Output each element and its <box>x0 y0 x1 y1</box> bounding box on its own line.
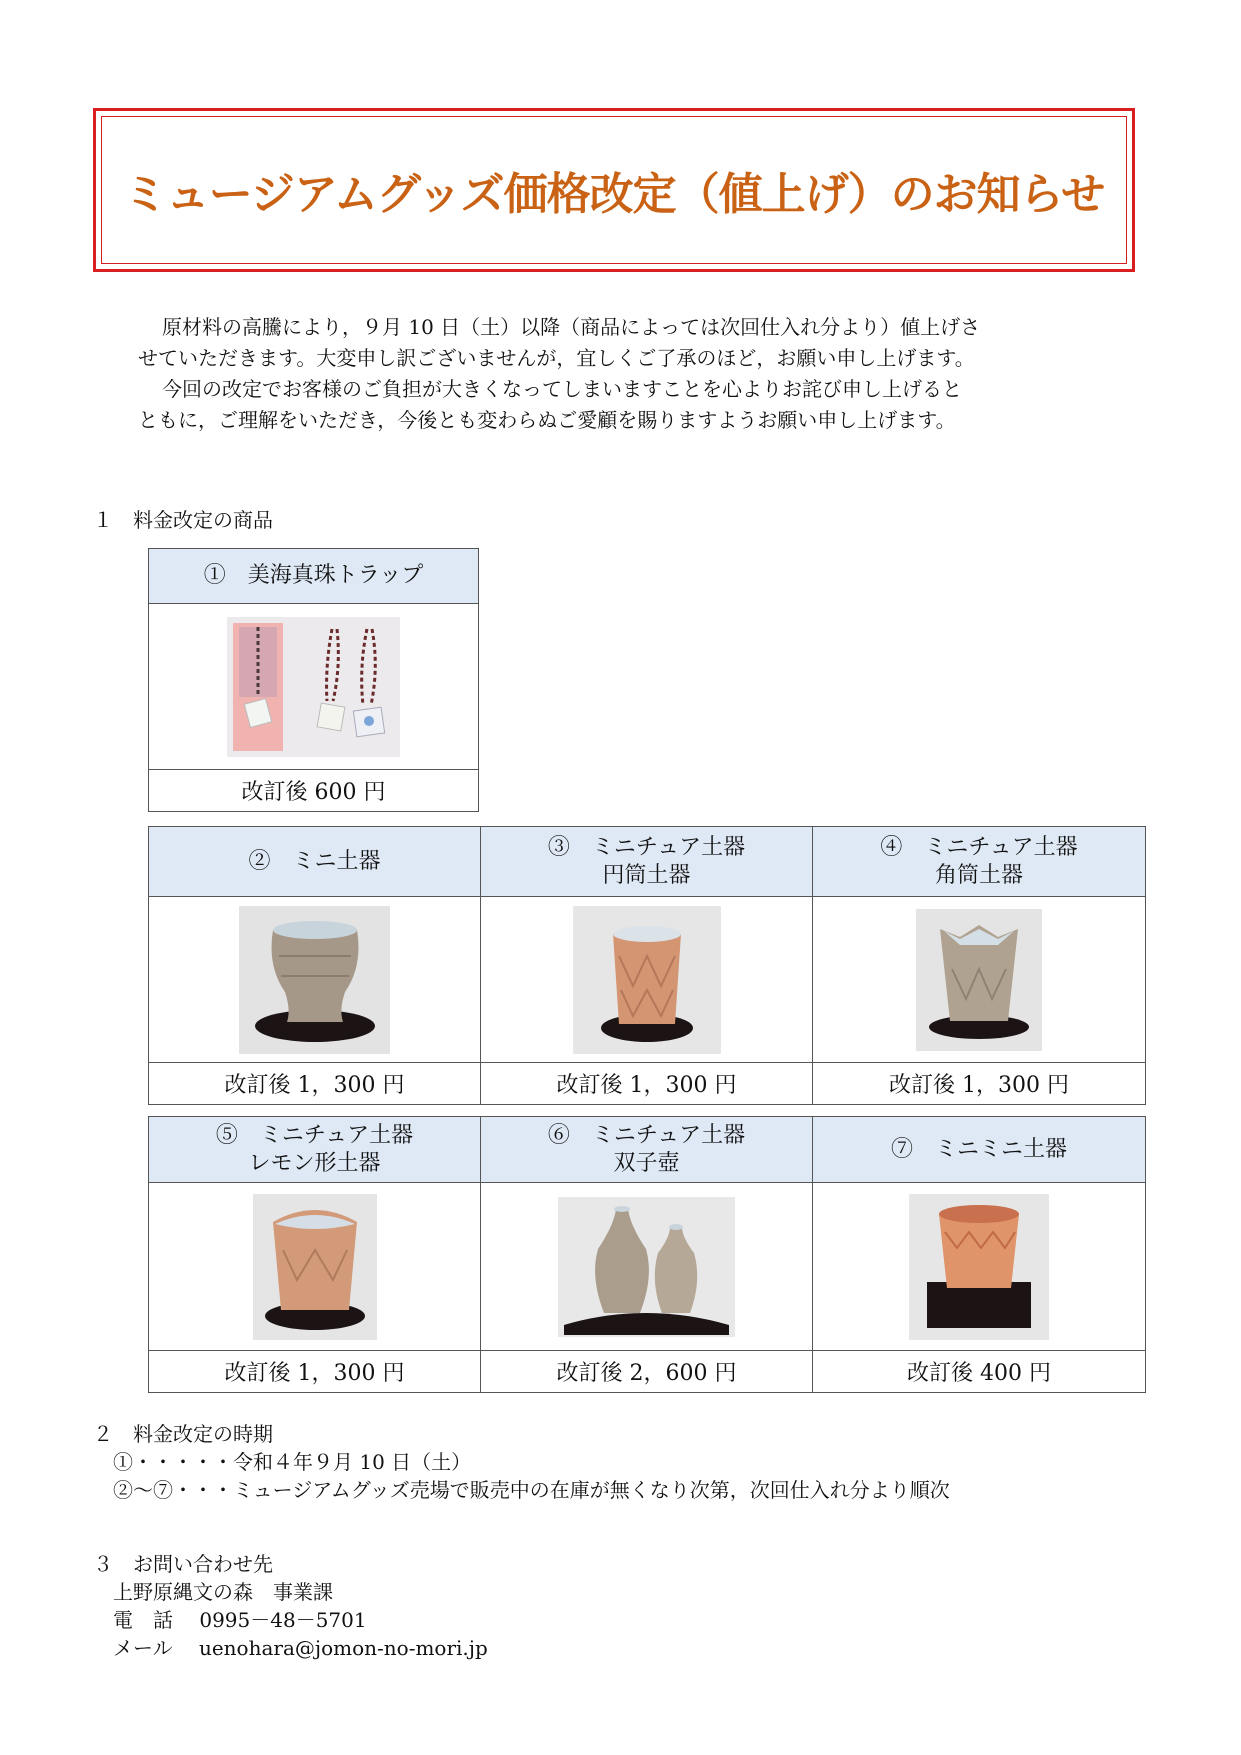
schedule-item: ②～⑦・・・ミュージアムグッズ売場で販売中の在庫が無くなり次第，次回仕入れ分より順次 <box>113 1478 950 1502</box>
lemon-pottery-photo <box>253 1194 377 1340</box>
mini-pottery-photo <box>239 906 390 1054</box>
section3-heading: ３ お問い合わせ先 <box>93 1552 273 1576</box>
section3 <box>93 1550 488 1662</box>
product-name: ② ミニ土器 <box>248 848 381 874</box>
product-photo-cell <box>149 604 479 770</box>
section1-heading-text: １ 料金改定の商品 <box>93 508 273 532</box>
product-table-5-7 <box>148 1116 1146 1393</box>
product-name: ⑦ ミニミニ土器 <box>890 1136 1067 1162</box>
intro-line: 今回の改定でお客様のご負担が大きくなってしまいますことを心よりお詫び申し上げると <box>162 377 962 401</box>
product-header <box>813 827 1146 897</box>
product-subname: レモン形土器 <box>248 1150 381 1176</box>
product-table-1 <box>148 548 479 812</box>
section2 <box>93 1420 950 1504</box>
square-pottery-photo <box>916 909 1042 1051</box>
product-subname: 角筒土器 <box>934 862 1023 888</box>
product-header <box>481 827 813 897</box>
pearl-strap-photo <box>227 617 400 757</box>
tiny-pottery-photo <box>909 1194 1049 1340</box>
product-photo-cell <box>481 897 813 1063</box>
intro-line: ともに，ご理解をいただき，今後とも変わらぬご愛顧を賜りますようお願い申し上げます。 <box>138 408 956 432</box>
intro-line: 原材料の高騰により，９月 10 日（土）以降（商品によっては次回仕入れ分より）値上げさ <box>162 315 981 339</box>
contact-phone: 電 話 0995－48－5701 <box>113 1608 367 1632</box>
product-photo-cell <box>149 897 481 1063</box>
twin-jars-photo <box>558 1197 735 1337</box>
product-price: 改訂後 1，300 円 <box>481 1063 813 1105</box>
product-subname: 双子壺 <box>613 1150 680 1176</box>
product-name: ① 美海真珠トラップ <box>203 563 424 588</box>
product-photo-cell <box>813 1183 1146 1351</box>
product-price: 改訂後 1，300 円 <box>813 1063 1146 1105</box>
product-photo-cell <box>149 1183 481 1351</box>
product-subname: 円筒土器 <box>602 862 691 888</box>
product-header <box>149 549 479 604</box>
product-name: ⑥ ミニチュア土器 <box>547 1122 746 1148</box>
product-price: 改訂後 1，300 円 <box>149 1351 481 1393</box>
product-header <box>149 1117 481 1183</box>
product-header <box>481 1117 813 1183</box>
intro-paragraph <box>138 312 1098 436</box>
product-name: ⑤ ミニチュア土器 <box>215 1122 414 1148</box>
product-name: ④ ミニチュア土器 <box>880 834 1078 860</box>
product-photo-cell <box>813 897 1146 1063</box>
product-price: 改訂後 2，600 円 <box>481 1351 813 1393</box>
product-table-2-4 <box>148 826 1146 1105</box>
section2-heading: ２ 料金改定の時期 <box>93 1422 273 1446</box>
product-photo-cell <box>481 1183 813 1351</box>
contact-email[interactable]: メール uenohara@jomon-no-mori.jp <box>113 1636 488 1660</box>
page-title: ミュージアムグッズ価格改定（値上げ）のお知らせ <box>123 169 1105 220</box>
section1-heading <box>93 506 273 534</box>
intro-line: せていただきます。大変申し訳ございませんが，宜しくご了承のほど，お願い申し上げます。 <box>138 346 975 370</box>
product-price: 改訂後 400 円 <box>813 1351 1146 1393</box>
product-price: 改訂後 1，300 円 <box>149 1063 481 1105</box>
title-inner-border <box>101 116 1127 264</box>
product-header <box>813 1117 1146 1183</box>
product-price: 改訂後 600 円 <box>149 770 479 812</box>
cylindrical-pottery-photo <box>573 906 721 1054</box>
product-header <box>149 827 481 897</box>
contact-org: 上野原縄文の森 事業課 <box>113 1580 333 1604</box>
title-frame <box>93 108 1135 272</box>
schedule-item: ①・・・・・令和４年９月 10 日（土） <box>113 1450 472 1474</box>
product-name: ③ ミニチュア土器 <box>547 834 746 860</box>
